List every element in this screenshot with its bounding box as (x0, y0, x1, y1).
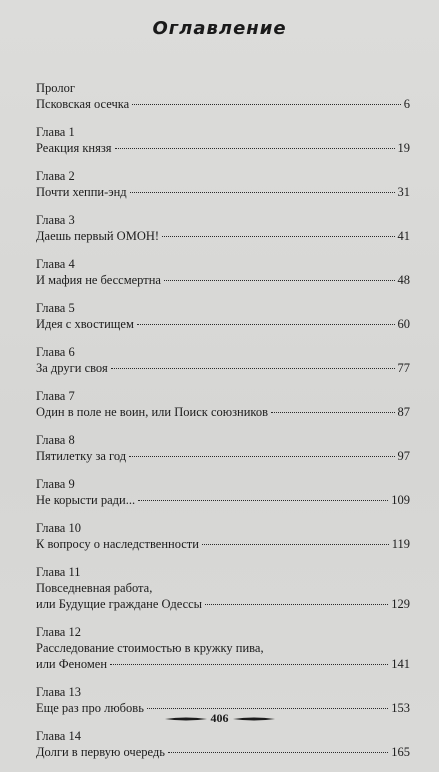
chapter-label: Глава 12 (36, 625, 81, 639)
table-of-contents (36, 80, 410, 772)
page-title: Оглавление (152, 18, 287, 39)
chapter-title: К вопросу о наследственности (36, 537, 199, 551)
toc-row (36, 536, 410, 552)
chapter-title: И мафия не бессмертна (36, 273, 161, 287)
chapter-label: Глава 7 (36, 389, 75, 403)
toc-entry (36, 256, 410, 288)
toc-entry (36, 80, 410, 112)
chapter-label: Глава 9 (36, 477, 75, 491)
page-ref: 119 (391, 537, 410, 551)
chapter-label: Глава 8 (36, 433, 75, 447)
dot-leader (147, 708, 388, 709)
toc-row (36, 140, 410, 156)
toc-entry (36, 476, 410, 508)
toc-entry (36, 124, 410, 156)
toc-row (36, 596, 410, 612)
chapter-label: Глава 11 (36, 565, 81, 579)
page-ref: 87 (397, 405, 410, 419)
dot-leader (130, 192, 395, 193)
chapter-title: Не корысти ради... (36, 493, 136, 507)
left-ornament-icon (165, 716, 207, 722)
chapter-label: Пролог (36, 81, 75, 95)
dot-leader (132, 104, 401, 105)
dot-leader (115, 148, 395, 149)
page-ref: 141 (391, 657, 410, 671)
toc-entry (36, 300, 410, 332)
chapter-title-line: Расследование стоимостью в кружку пива, (36, 641, 264, 655)
right-ornament-icon (233, 716, 275, 722)
chapter-label: Глава 10 (36, 521, 81, 535)
page-ref: 60 (397, 317, 410, 331)
toc-row (36, 448, 410, 464)
chapter-label: Глава 14 (36, 729, 81, 743)
page-ref: 19 (397, 141, 410, 155)
page-ref: 41 (397, 229, 410, 243)
toc-row (36, 272, 410, 288)
chapter-label: Глава 13 (36, 685, 81, 699)
toc-entry (36, 168, 410, 200)
toc-entry (36, 344, 410, 376)
toc-entry (36, 432, 410, 464)
toc-entry (36, 728, 410, 760)
page-ref: 6 (403, 97, 410, 111)
dot-leader (162, 236, 394, 237)
toc-row (36, 656, 410, 672)
dot-leader (137, 324, 395, 325)
chapter-title: За други своя (36, 361, 108, 375)
toc-entry (36, 564, 410, 612)
dot-leader (164, 280, 395, 281)
page-ref: 97 (397, 449, 410, 463)
page-ref: 48 (397, 273, 410, 287)
toc-row (36, 96, 410, 112)
chapter-title: или Будущие граждане Одессы (36, 597, 203, 611)
page-ref: 31 (397, 185, 410, 199)
toc-row (36, 744, 410, 760)
page-ref: 77 (397, 361, 410, 375)
toc-row (36, 404, 410, 420)
chapter-label: Глава 5 (36, 301, 75, 315)
page-ref: 153 (391, 701, 410, 715)
dot-leader (129, 456, 394, 457)
page-ref: 165 (391, 745, 410, 759)
chapter-title: Один в поле не воин, или Поиск союзников (36, 405, 268, 419)
dot-leader (111, 368, 395, 369)
toc-entry (36, 212, 410, 244)
dot-leader (205, 604, 388, 605)
chapter-label: Глава 6 (36, 345, 75, 359)
page-number: 406 (210, 711, 229, 725)
page-footer (0, 711, 439, 726)
dot-leader (110, 664, 388, 665)
chapter-title: или Феномен (36, 657, 108, 671)
toc-row (36, 316, 410, 332)
dot-leader (271, 412, 395, 413)
toc-entry (36, 624, 410, 672)
toc-row (36, 360, 410, 376)
chapter-title: Псковская осечка (36, 97, 130, 111)
chapter-label: Глава 2 (36, 169, 75, 183)
chapter-label: Глава 4 (36, 257, 75, 271)
chapter-title: Реакция князя (36, 141, 112, 155)
toc-row (36, 184, 410, 200)
chapter-title: Почти хеппи-энд (36, 185, 127, 199)
chapter-title: Идея с хвостищем (36, 317, 134, 331)
toc-row (36, 228, 410, 244)
dot-leader (168, 752, 388, 753)
toc-row (36, 492, 410, 508)
chapter-title: Еще раз про любовь (36, 701, 144, 715)
chapter-title-line: Повседневная работа, (36, 581, 153, 595)
chapter-title: Даешь первый ОМОН! (36, 229, 160, 243)
chapter-title: Пятилетку за год (36, 449, 127, 463)
dot-leader (202, 544, 389, 545)
page-ref: 109 (391, 493, 410, 507)
chapter-label: Глава 3 (36, 213, 75, 227)
chapter-title: Долги в первую очередь (36, 745, 165, 759)
dot-leader (138, 500, 388, 501)
toc-entry (36, 520, 410, 552)
page-ref: 129 (391, 597, 410, 611)
toc-entry (36, 388, 410, 420)
chapter-label: Глава 1 (36, 125, 75, 139)
